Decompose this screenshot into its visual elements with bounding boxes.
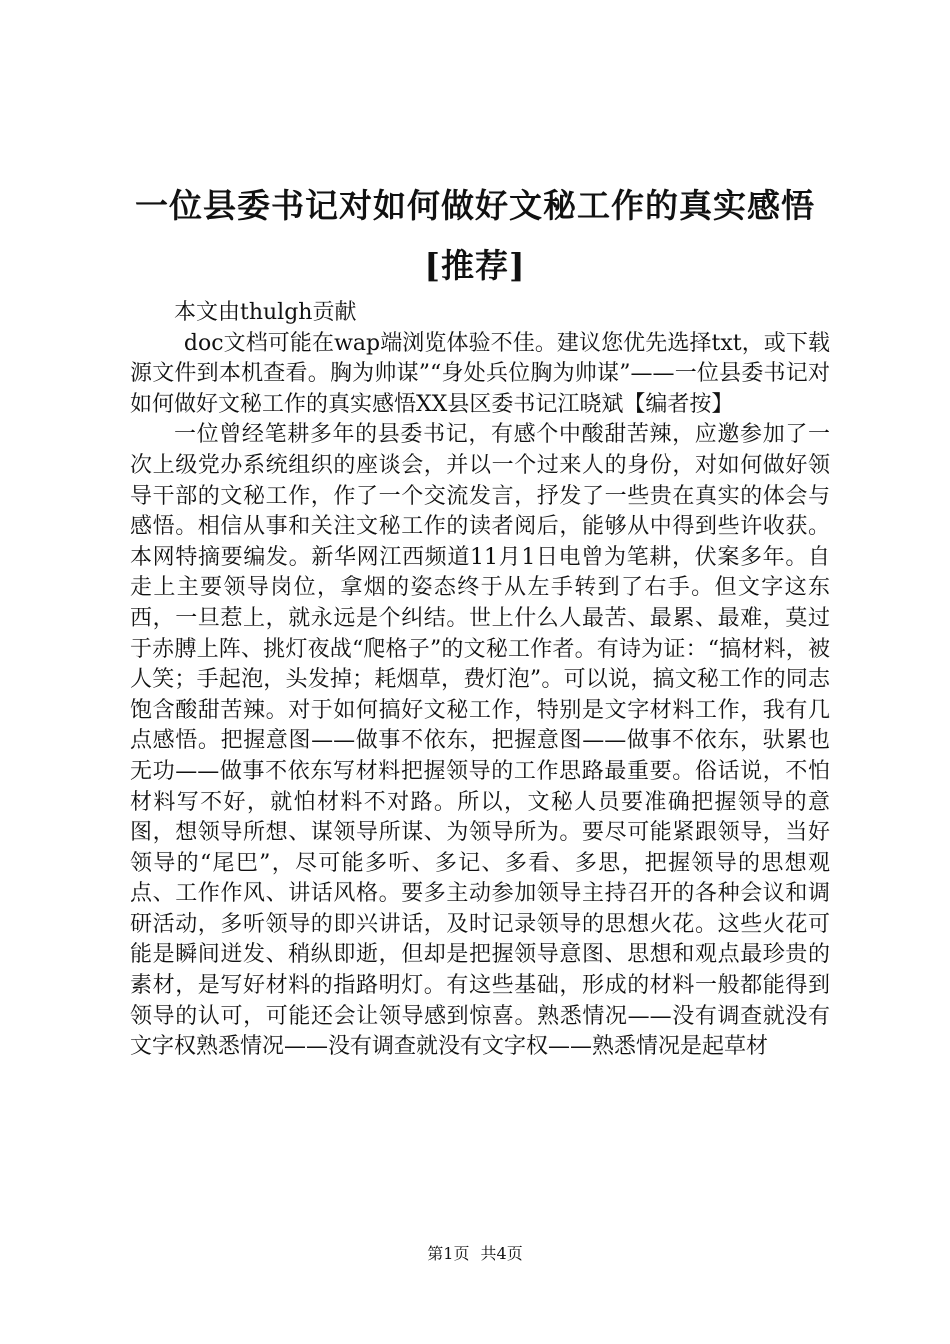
page-footer	[0, 1244, 950, 1264]
body-paragraph: 一位曾经笔耕多年的县委书记，有感个中酸甜苦辣，应邀参加了一次上级党办系统组织的座谈会，并以一个过来人的身份，对如何做好领导干部的文秘工作，作了一个交流发言，抒发了一些贵在真实的体会与感悟。相信从事和关注文秘工作的读者阅后，能够从中得到些许收获。本网特摘要编发。新华网江西频道11月1日电曾为笔耕，伏案多年。自走上主要领导岗位，拿烟的姿态终于从左手转到了右手。但文字这东西，一旦惹上，就永远是个纠结。世上什么人最苦、最累、最难，莫过于赤膊上阵、挑灯夜战“爬格子”的文秘工作者。有诗为证：“搞材料，被人笑；手起泡，头发掉；耗烟草，费灯泡”。可以说，搞文秘工作的同志饱含酸甜苦辣。对于如何搞好文秘工作，特别是文字材料工作，我有几点感悟。把握意图——做事不依东，把握意图——做事不依东，驮累也无功——做事不依东写材料把握领导的工作思路最重要。俗话说，不怕材料写不好，就怕材料不对路。所以，文秘人员要准确把握领导的意图，想领导所想、谋领导所谋、为领导所为。要尽可能紧跟领导，当好领导的“尾巴”，尽可能多听、多记、多看、多思，把握领导的思想观点、工作作风、讲话风格。要多主动参加领导主持召开的各种会议和调研活动，多听领导的即兴讲话，及时记录领导的思想火花。这些火花可能是瞬间迸发、稍纵即逝，但却是把握领导意图、思想和观点最珍贵的素材，是写好材料的指路明灯。有这些基础，形成的材料一般都能得到领导的认可，可能还会让领导感到惊喜。熟悉情况——没有调查就没有文字权熟悉情况——没有调查就没有文字权——熟悉情况是起草材	[130, 422, 830, 1060]
page-number: 第1页	[427, 1244, 470, 1263]
source-line: 本文由thulgh贡献	[174, 300, 357, 325]
document-body	[130, 298, 830, 1063]
document-title: 一位县委书记对如何做好文秘工作的真实感悟	[135, 186, 815, 225]
notice-paragraph: doc文档可能在wap端浏览体验不佳。建议您优先选择txt，或下载源文件到本机查看。胸为帅谋”“身处兵位胸为帅谋”——一位县委书记对如何做好文秘工作的真实感悟XX县区委书记江晓斌【编者按】	[130, 330, 830, 417]
page-total: 共4页	[480, 1244, 523, 1263]
document-title-tag: [推荐]	[424, 246, 526, 285]
